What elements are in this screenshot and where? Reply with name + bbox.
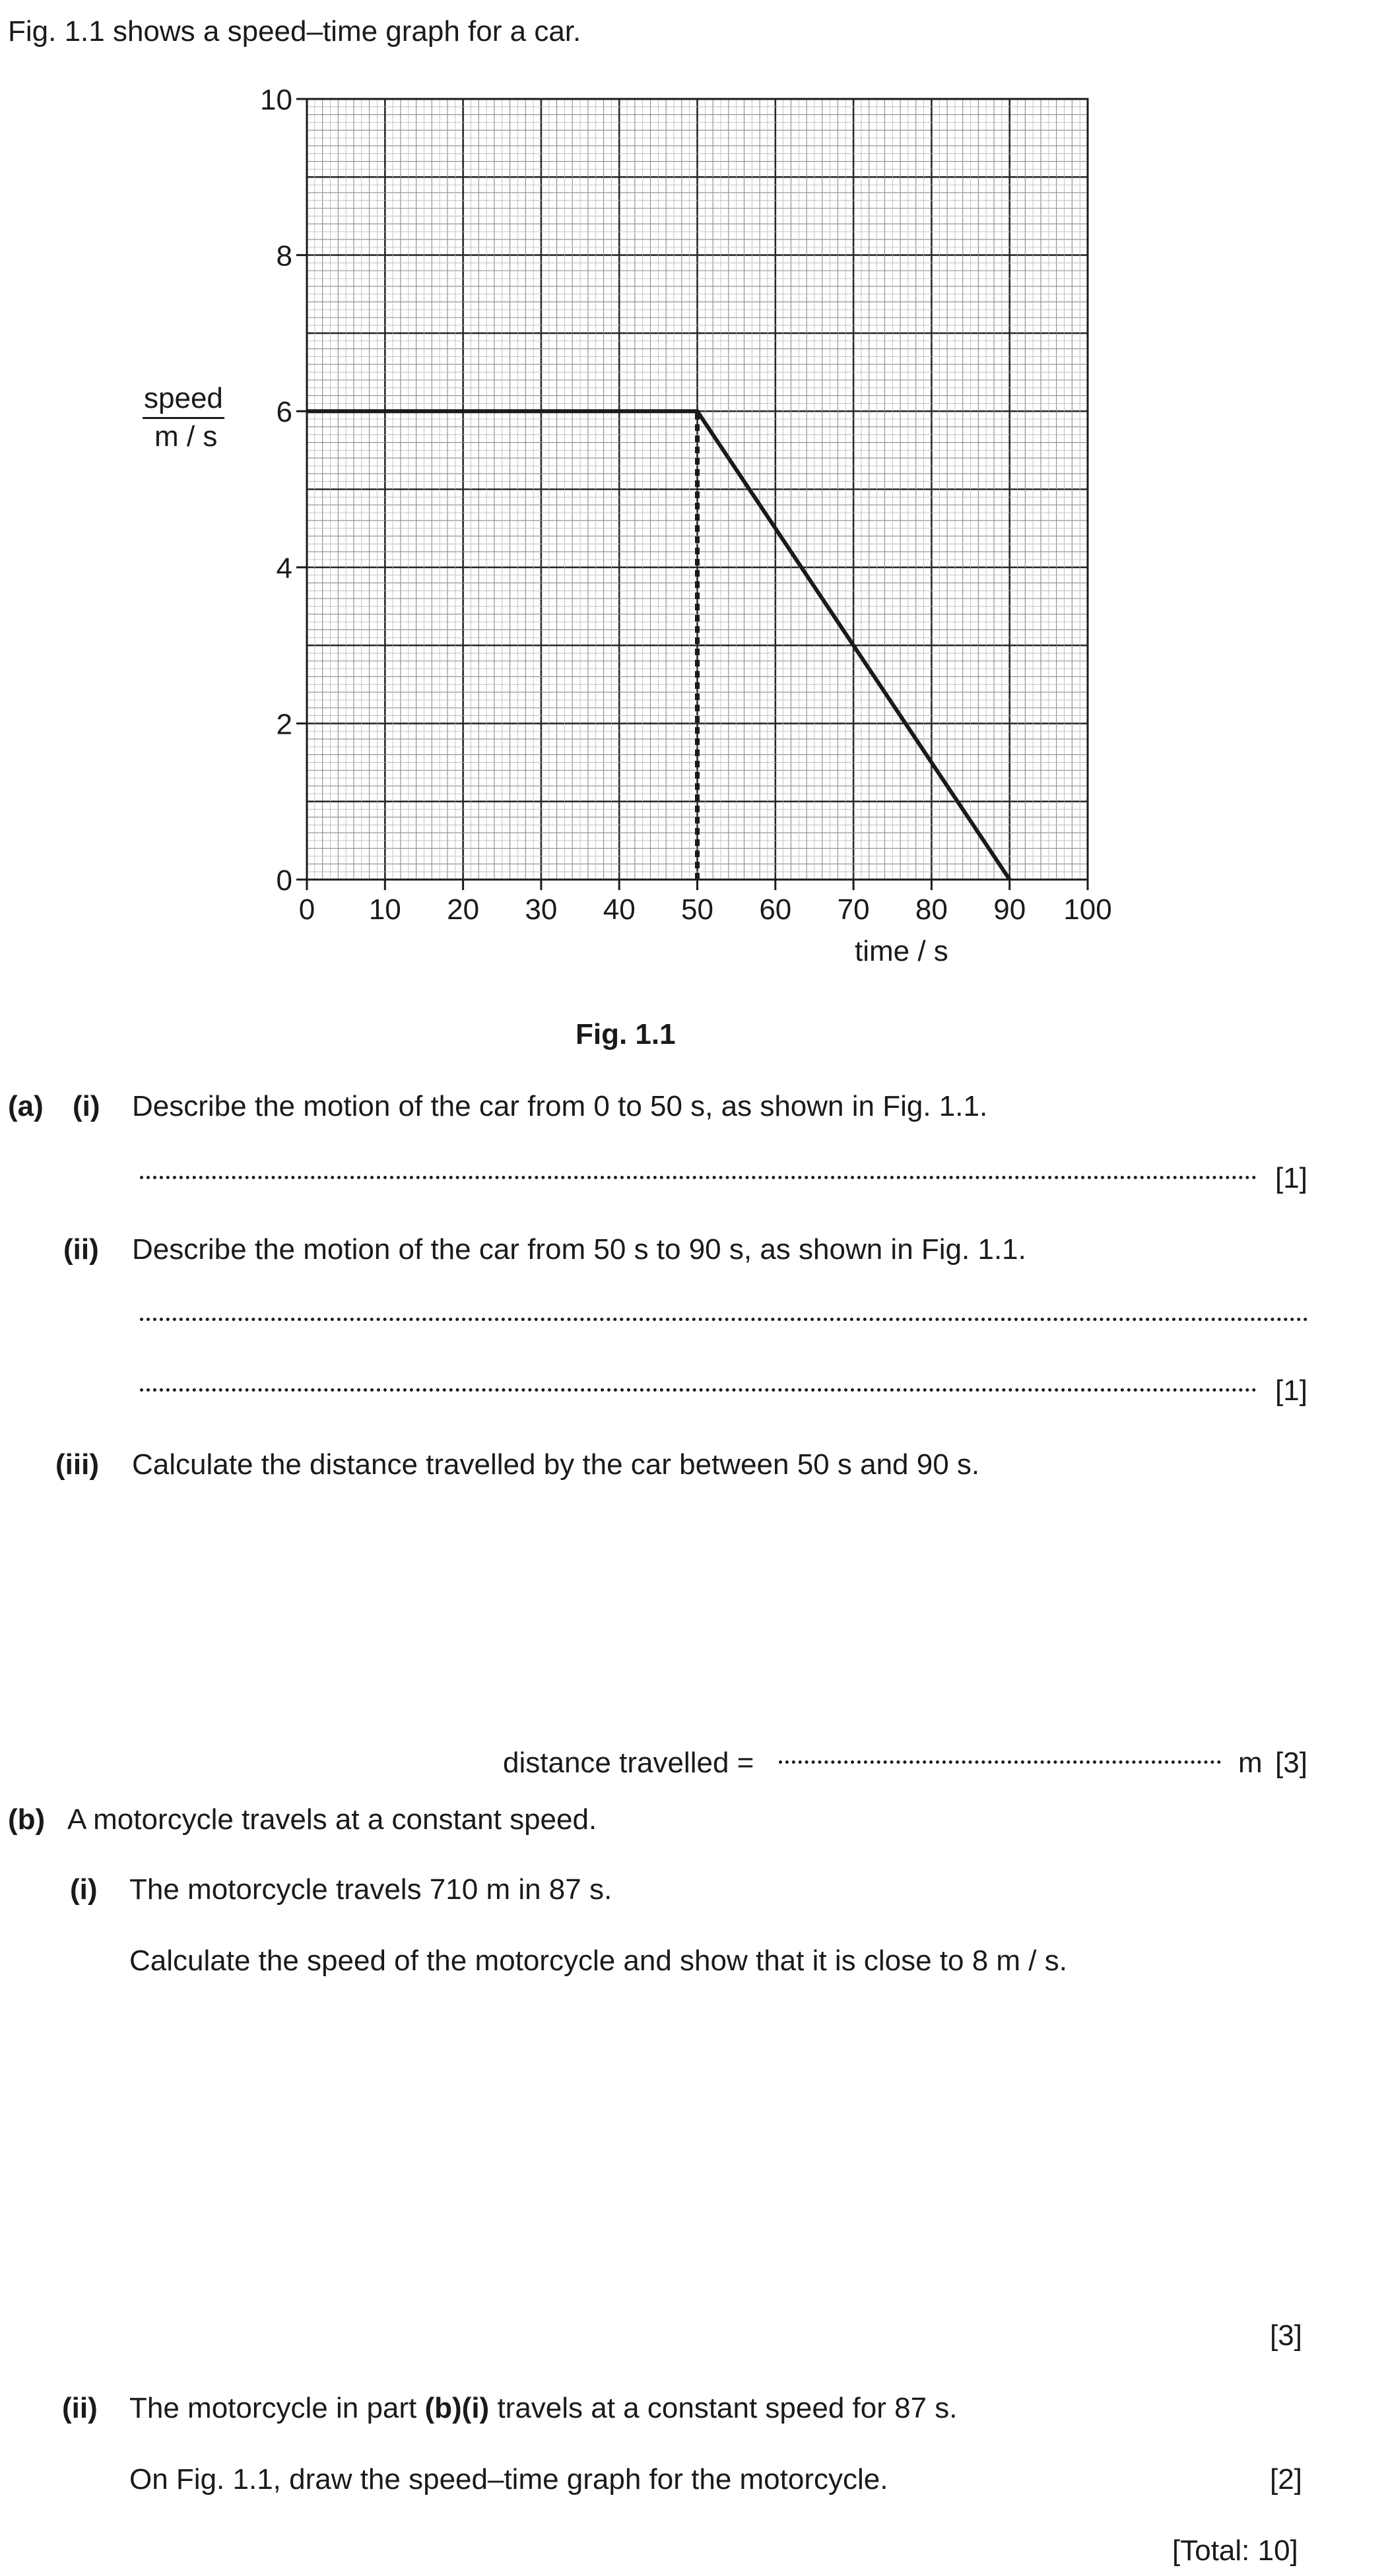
y-tick-label: 10 bbox=[260, 84, 292, 116]
part-b-text: A motorcycle travels at a constant speed. bbox=[67, 1803, 597, 1836]
part-a-label: (a) bbox=[8, 1090, 44, 1122]
marks-a-i: [1] bbox=[1275, 1162, 1307, 1194]
y-tick-label: 6 bbox=[276, 396, 292, 429]
part-b-ii-text-ref: (b)(i) bbox=[424, 2392, 490, 2424]
marks-b-i: [3] bbox=[1270, 2319, 1302, 2352]
y-tick-label: 4 bbox=[276, 552, 292, 585]
part-a-i-text: Describe the motion of the car from 0 to 50 s, as shown in Fig. 1.1. bbox=[132, 1090, 988, 1122]
x-tick-label: 20 bbox=[447, 893, 480, 926]
figure-caption: Fig. 1.1 bbox=[576, 1018, 676, 1050]
marks-b-ii: [2] bbox=[1270, 2463, 1302, 2496]
answer-line-a-i[interactable] bbox=[140, 1176, 1257, 1179]
x-tick-label: 40 bbox=[603, 893, 636, 926]
y-tick-label: 0 bbox=[276, 864, 292, 897]
part-b-i-text: The motorcycle travels 710 m in 87 s. bbox=[129, 1873, 612, 1906]
part-b-ii-text-post: travels at a constant speed for 87 s. bbox=[489, 2392, 958, 2424]
part-a-i-label: (i) bbox=[73, 1090, 100, 1122]
total-marks: [Total: 10] bbox=[1172, 2534, 1298, 2567]
distance-answer-label: distance travelled = bbox=[503, 1747, 754, 1779]
y-axis-label-unit: m / s bbox=[154, 420, 218, 453]
answer-line-a-ii-2[interactable] bbox=[140, 1388, 1257, 1392]
distance-unit: m bbox=[1238, 1747, 1263, 1779]
x-tick-label: 30 bbox=[525, 893, 558, 926]
y-axis-label-quantity: speed bbox=[144, 382, 223, 414]
part-b-i-label: (i) bbox=[70, 1873, 98, 1906]
part-b-ii-text bbox=[129, 2394, 958, 2423]
y-tick-label: 2 bbox=[276, 708, 292, 741]
part-b-i-text2: Calculate the speed of the motorcycle and show that it is close to 8 m / s. bbox=[129, 1945, 1067, 1977]
part-a-iii-label: (iii) bbox=[55, 1448, 99, 1481]
x-tick-label: 50 bbox=[681, 893, 713, 926]
x-tick-label: 100 bbox=[1063, 893, 1112, 926]
x-tick-label: 0 bbox=[298, 893, 315, 926]
x-tick-label: 70 bbox=[837, 893, 870, 926]
speed-time-graph bbox=[0, 0, 1386, 990]
distance-answer-line[interactable] bbox=[779, 1760, 1221, 1764]
part-a-ii-label: (ii) bbox=[63, 1233, 99, 1266]
marks-a-iii: [3] bbox=[1275, 1747, 1307, 1779]
x-tick-label: 90 bbox=[993, 893, 1026, 926]
part-b-ii-label: (ii) bbox=[62, 2392, 98, 2424]
part-b-ii-text2: On Fig. 1.1, draw the speed–time graph for the motorcycle. bbox=[129, 2463, 888, 2496]
part-b-ii-text-pre: The motorcycle in part bbox=[129, 2392, 425, 2424]
x-tick-label: 60 bbox=[759, 893, 792, 926]
x-tick-label: 10 bbox=[368, 893, 401, 926]
answer-line-a-ii-1[interactable] bbox=[140, 1318, 1308, 1321]
part-b-label: (b) bbox=[8, 1803, 46, 1836]
intro-text: Fig. 1.1 shows a speed–time graph for a car. bbox=[8, 15, 581, 48]
x-axis-label: time / s bbox=[855, 935, 948, 967]
part-a-iii-text: Calculate the distance travelled by the car between 50 s and 90 s. bbox=[132, 1448, 980, 1481]
part-a-ii-text: Describe the motion of the car from 50 s to 90 s, as shown in Fig. 1.1. bbox=[132, 1233, 1026, 1266]
y-tick-label: 8 bbox=[276, 240, 292, 273]
x-tick-label: 80 bbox=[915, 893, 948, 926]
y-axis-label-fraction-line bbox=[143, 417, 224, 419]
marks-a-ii: [1] bbox=[1275, 1374, 1307, 1407]
